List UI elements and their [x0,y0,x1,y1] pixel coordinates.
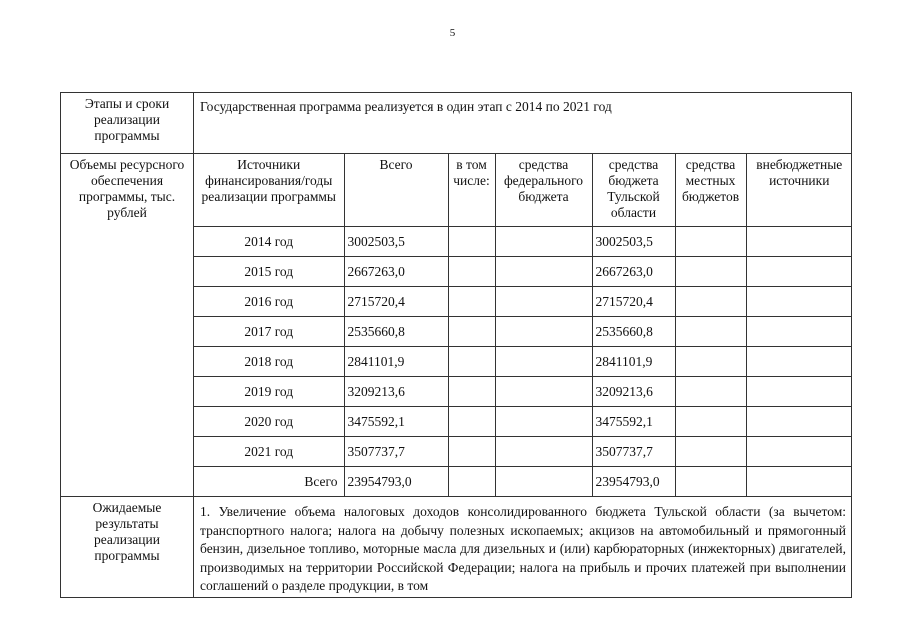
resources-row [61,154,852,497]
resources-label: Объемы ресурсного обеспечения программы, тыс. рублей [61,154,194,497]
header-extra: внебюджетные источники [746,154,852,227]
federal-value [495,257,592,287]
year-label: 2018 год [194,347,344,377]
regional-value: 3209213,6 [592,377,675,407]
regional-value: 2715720,4 [592,287,675,317]
year-row [194,317,852,347]
extra-value [746,467,852,497]
regional-value: 2667263,0 [592,257,675,287]
empty-cell [448,287,495,317]
header-including: в том числе: [448,154,495,227]
extra-value [746,377,852,407]
year-row [194,257,852,287]
year-total: 2535660,8 [344,317,448,347]
financing-header-row [194,154,852,227]
empty-cell [448,407,495,437]
results-text [194,497,852,598]
year-row [194,407,852,437]
federal-value [495,227,592,257]
results-label: Ожидаемые результаты реализации программы [61,497,194,598]
federal-value [495,317,592,347]
local-value [675,407,746,437]
year-total: 2715720,4 [344,287,448,317]
header-regional: средства бюджета Тульской области [592,154,675,227]
regional-value: 2841101,9 [592,347,675,377]
year-total: 2667263,0 [344,257,448,287]
year-label: 2017 год [194,317,344,347]
extra-value [746,257,852,287]
extra-value [746,317,852,347]
local-value [675,467,746,497]
stages-row [61,93,852,154]
year-label: 2020 год [194,407,344,437]
year-row [194,287,852,317]
year-label: 2014 год [194,227,344,257]
year-total: 3209213,6 [344,377,448,407]
regional-value: 3507737,7 [592,437,675,467]
local-value [675,347,746,377]
page-number: 5 [449,27,456,39]
year-row [194,347,852,377]
empty-cell [448,437,495,467]
financing-table [194,154,852,496]
stages-label: Этапы и сроки реализации программы [61,93,194,154]
grand-total-label: Всего [194,467,344,497]
empty-cell [448,347,495,377]
local-value [675,377,746,407]
program-passport-table [60,92,852,598]
local-value [675,227,746,257]
financing-cell [194,154,852,497]
year-label: 2021 год [194,437,344,467]
year-row [194,437,852,467]
extra-value [746,347,852,377]
year-total: 3475592,1 [344,407,448,437]
regional-value: 3002503,5 [592,227,675,257]
grand-total-regional: 23954793,0 [592,467,675,497]
year-label: 2015 год [194,257,344,287]
empty-cell [448,377,495,407]
results-text-content: 1. Увеличение объема налоговых доходов консолидированного бюджета Тульской области (за вычетом: транспортного налога; налога на добычу полезных ископаемых; акцизов на автомобильный и прямогонный бензин, дизельное топливо, моторные масла для дизельных и (или) карбюраторных (инжекторных) двигателей, производимых на территории Российской Федерации; налога на прибыль и прочих платежей при выполнении соглашений о разделе продукции, в том [200,504,846,593]
extra-value [746,287,852,317]
year-label: 2016 год [194,287,344,317]
header-federal: средства федерального бюджета [495,154,592,227]
federal-value [495,287,592,317]
year-label: 2019 год [194,377,344,407]
grand-total-row [194,467,852,497]
year-row [194,377,852,407]
local-value [675,257,746,287]
extra-value [746,407,852,437]
extra-value [746,437,852,467]
empty-cell [448,317,495,347]
federal-value [495,377,592,407]
year-total: 3002503,5 [344,227,448,257]
grand-total-value: 23954793,0 [344,467,448,497]
header-total: Всего [344,154,448,227]
federal-value [495,437,592,467]
year-total: 2841101,9 [344,347,448,377]
regional-value: 2535660,8 [592,317,675,347]
header-source: Источники финансирования/годы реализации программы [194,154,344,227]
federal-value [495,407,592,437]
local-value [675,437,746,467]
results-row [61,497,852,598]
empty-cell [448,467,495,497]
local-value [675,317,746,347]
empty-cell [448,257,495,287]
year-row [194,227,852,257]
empty-cell [448,227,495,257]
stages-text-content: Государственная программа реализуется в один этап с 2014 по 2021 год [200,99,612,114]
extra-value [746,227,852,257]
federal-value [495,467,592,497]
local-value [675,287,746,317]
header-local: средства местных бюджетов [675,154,746,227]
stages-text [194,93,852,154]
year-total: 3507737,7 [344,437,448,467]
federal-value [495,347,592,377]
regional-value: 3475592,1 [592,407,675,437]
